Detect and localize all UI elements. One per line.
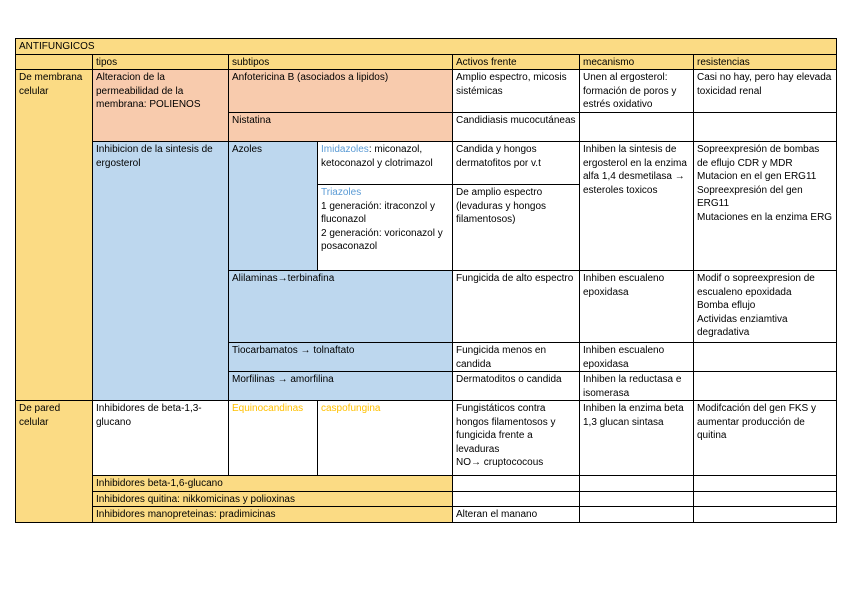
mecanismo-manoproteinas bbox=[580, 507, 694, 523]
resistencia-azoles-3: Sopreexpresión del gen ERG11 bbox=[697, 184, 803, 209]
header-activos: Activos frente bbox=[453, 54, 580, 70]
mecanismo-anfotericina: Unen al ergosterol: formación de poros y estrés oxidativo bbox=[580, 70, 694, 113]
table-title: ANTIFUNGICOS bbox=[16, 39, 837, 55]
subtipo-tiocarbamatos: Tiocarbamatos → tolnaftato bbox=[229, 343, 453, 372]
antifungicos-table bbox=[15, 38, 837, 523]
subtipo-morfilinas: Morfilinas → amorfilina bbox=[229, 372, 453, 401]
activos-morfilinas: Dermatoditos o candida bbox=[453, 372, 580, 401]
resistencia-azoles-4: Mutaciones en la enzima ERG bbox=[697, 211, 833, 223]
activos-beta13-2: NO→ cruptococous bbox=[456, 457, 544, 468]
subtipo-equinocandinas: Equinocandinas bbox=[229, 401, 318, 476]
activos-triazoles: De amplio espectro (levaduras y hongos filamentosos) bbox=[453, 185, 580, 271]
resistencias-manoproteinas bbox=[694, 507, 837, 523]
resistencias-beta13: Modifcación del gen FKS y aumentar producción de quitina bbox=[694, 401, 837, 476]
activos-manoproteinas: Alteran el manano bbox=[453, 507, 580, 523]
imidazoles-cell bbox=[318, 142, 453, 185]
tipo-polienos: Alteracion de la permeabilidad de la membrana: POLIENOS bbox=[93, 70, 229, 142]
mecanismo-beta16 bbox=[580, 476, 694, 492]
resistencia-alilaminas-1: Modif o sopreexpresion de escualeno epoxidada bbox=[697, 273, 815, 298]
activos-nistatina: Candidiasis mucocutáneas bbox=[453, 113, 580, 142]
triazoles-gen2: 2 generación: voriconazol y posaconazol bbox=[321, 227, 443, 252]
triazoles-gen1: 1 generación: itraconzol y fluconazol bbox=[321, 200, 435, 225]
resistencias-quitina bbox=[694, 491, 837, 507]
resistencias-azoles bbox=[694, 142, 837, 271]
subtipo-anfotericina: Anfotericina B (asociados a lipidos) bbox=[229, 70, 453, 113]
mecanismo-azoles: Inhiben la sintesis de ergosterol en la enzima alfa 1,4 desmetilasa → esteroles toxicos bbox=[580, 142, 694, 271]
mecanismo-nistatina bbox=[580, 113, 694, 142]
activos-anfotericina: Amplio espectro, micosis sistémicas bbox=[453, 70, 580, 113]
header-mecanismo: mecanismo bbox=[580, 54, 694, 70]
mecanismo-quitina bbox=[580, 491, 694, 507]
resistencias-beta16 bbox=[694, 476, 837, 492]
subtipo-alilaminas: Alilaminas→terbinafina bbox=[229, 271, 453, 343]
resistencias-alilaminas bbox=[694, 271, 837, 343]
resistencias-tiocarbamatos bbox=[694, 343, 837, 372]
resistencia-azoles-1: Sopreexpresión de bombas de eflujo CDR y MDR bbox=[697, 144, 820, 169]
resistencia-alilaminas-2: Bomba eflujo bbox=[697, 300, 756, 311]
imidazoles-label: Imidazoles bbox=[321, 144, 369, 155]
tipo-beta16: Inhibidores beta-1,6-glucano bbox=[93, 476, 453, 492]
resistencia-alilaminas-3: Actividas enziamtiva degradativa bbox=[697, 313, 788, 338]
tipo-ergosterol: Inhibicion de la sintesis de ergosterol bbox=[93, 142, 229, 401]
mecanismo-tiocarbamatos: Inhiben escualeno epoxidasa bbox=[580, 343, 694, 372]
farmaco-caspofungina: caspofungina bbox=[318, 401, 453, 476]
imidazoles-drugs: : miconazol, ketoconazol y clotrimazol bbox=[321, 144, 433, 169]
mecanismo-beta13: Inhiben la enzima beta 1,3 glucan sintasa bbox=[580, 401, 694, 476]
activos-tiocarbamatos: Fungicida menos en candida bbox=[453, 343, 580, 372]
resistencias-nistatina bbox=[694, 113, 837, 142]
group-membrana: De membrana celular bbox=[16, 70, 93, 401]
mecanismo-morfilinas: Inhiben la reductasa e isomerasa bbox=[580, 372, 694, 401]
header-subtipos: subtipos bbox=[229, 54, 453, 70]
resistencias-anfotericina: Casi no hay, pero hay elevada toxicidad renal bbox=[694, 70, 837, 113]
resistencia-azoles-2: Mutacion en el gen ERG11 bbox=[697, 171, 817, 182]
activos-beta13-1: Fungistáticos contra hongos filamentosos y fungicida frente a levaduras bbox=[456, 403, 556, 455]
resistencias-morfilinas bbox=[694, 372, 837, 401]
activos-beta16 bbox=[453, 476, 580, 492]
header-resistencias: resistencias bbox=[694, 54, 837, 70]
subtipo-nistatina: Nistatina bbox=[229, 113, 453, 142]
mecanismo-alilaminas: Inhiben escualeno epoxidasa bbox=[580, 271, 694, 343]
activos-beta13 bbox=[453, 401, 580, 476]
triazoles-label: Triazoles bbox=[321, 187, 362, 198]
group-pared: De pared celular bbox=[16, 401, 93, 523]
triazoles-cell bbox=[318, 185, 453, 271]
subtipo-azoles: Azoles bbox=[229, 142, 318, 271]
activos-imidazoles: Candida y hongos dermatofitos por v.t bbox=[453, 142, 580, 185]
tipo-beta13: Inhibidores de beta-1,3-glucano bbox=[93, 401, 229, 476]
header-tipos: tipos bbox=[93, 54, 229, 70]
header-empty bbox=[16, 54, 93, 70]
tipo-manoproteinas: Inhibidores manopreteinas: pradimicinas bbox=[93, 507, 453, 523]
activos-quitina bbox=[453, 491, 580, 507]
tipo-quitina: Inhibidores quitina: nikkomicinas y polioxinas bbox=[93, 491, 453, 507]
activos-alilaminas: Fungicida de alto espectro bbox=[453, 271, 580, 343]
